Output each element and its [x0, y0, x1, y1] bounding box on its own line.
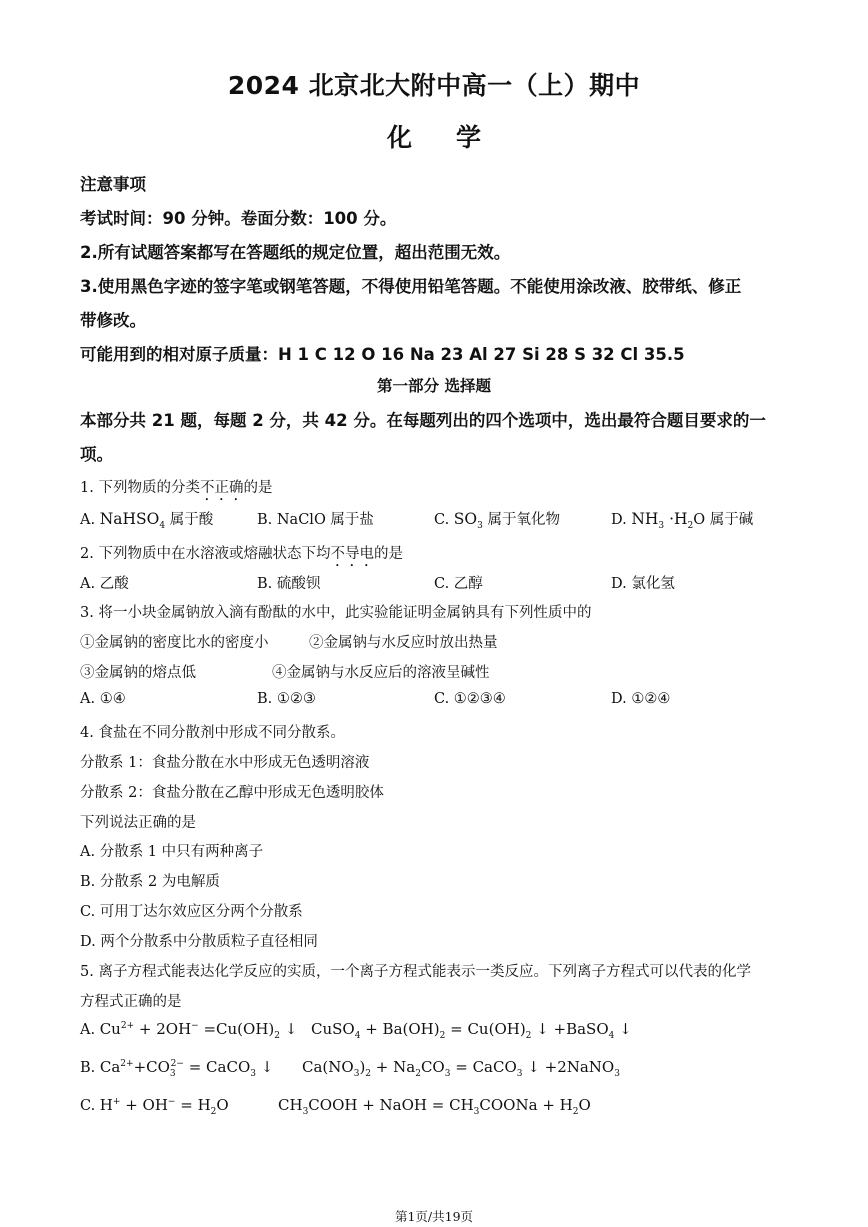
- q3-option-d[interactable]: D. ①②④: [611, 691, 671, 707]
- notice-item-2: 2.所有试题答案都写在答题纸的规定位置，超出范围无效。: [80, 243, 511, 262]
- q5-option-b[interactable]: B. $Ca^{2+}+CO_3^{2-}$ = CaCO$_3$ ↓ $Ca(NO_3)_2 + Na_2CO_3$ = CaCO$_3$ ↓ +2NaNO$_3$: [80, 1058, 620, 1079]
- notice-heading: 注意事项: [80, 175, 146, 194]
- q5-option-a-equation: CuSO$_4$ + $Ba(OH)_2 = Cu(OH)_2$ ↓ +BaSO$_4$ ↓: [311, 1020, 632, 1041]
- part1-intro-line-1: 本部分共 21 题，每题 2 分，共 42 分。在每题列出的四个选项中，选出最符合题目要求的一: [80, 411, 766, 430]
- notice-item-3-line-1: 3.使用黑色字迹的签字笔或钢笔答题，不得使用铅笔答题。不能使用涂改液、胶带纸、修正: [80, 277, 742, 296]
- q1-emphasis: 不正确: [199, 480, 244, 496]
- q3-statement-1: ①金属钠的密度比水的密度小: [80, 635, 269, 651]
- q1-options: [80, 508, 790, 532]
- q1-option-a[interactable]: A. NaHSO$_4$ 属于酸: [80, 510, 214, 532]
- q5-stem-line-1: 5. 离子方程式能表达化学反应的实质，一个离子方程式能表示一类反应。下列离子方程式可以代表的化学: [80, 964, 751, 980]
- q3-option-a[interactable]: A. ①④: [80, 691, 126, 707]
- q2-option-d[interactable]: D. 氯化氢: [611, 576, 675, 592]
- q4-stem: 4. 食盐在不同分散剂中形成不同分散系。: [80, 725, 345, 741]
- q1-option-c[interactable]: C. $SO_3$ 属于氧化物: [434, 510, 560, 532]
- q3-statement-4: ④金属钠与水反应后的溶液呈碱性: [272, 665, 490, 681]
- q1-stem: 1. 下列物质的分类不正确的是: [80, 480, 273, 496]
- q3-option-b[interactable]: B. ①②③: [257, 691, 316, 707]
- q3-option-c[interactable]: C. ①②③④: [434, 691, 506, 707]
- q3-options: [80, 691, 790, 715]
- q4-system-2: 分散系 2：食盐分散在乙醇中形成无色透明胶体: [80, 785, 384, 801]
- q3-statements-row-2: [80, 661, 790, 685]
- q5-option-c[interactable]: C. $H^+ + OH^- = H_2O$ $CH_3COOH$ + NaOH = $CH_3COONa + H_2O$: [80, 1096, 591, 1117]
- q5-option-b-equation: $Ca(NO_3)_2 + Na_2CO_3$ = CaCO$_3$ ↓ +2NaNO$_3$: [302, 1058, 620, 1079]
- q4-option-d[interactable]: D. 两个分散系中分散质粒子直径相同: [80, 934, 318, 950]
- q1-option-d[interactable]: D. $NH_3 \cdot H_2O$ 属于碱: [611, 510, 754, 532]
- q3-statement-2: ②金属钠与水反应时放出热量: [309, 635, 498, 651]
- q2-option-b[interactable]: B. 硫酸钡: [257, 576, 321, 592]
- part1-heading: 第一部分 选择题: [377, 377, 491, 395]
- q3-statement-3: ③金属钠的熔点低: [80, 665, 196, 681]
- notice-item-3-line-2: 带修改。: [80, 311, 146, 330]
- q5-option-c-equation: $CH_3COOH$ + NaOH = $CH_3COONa + H_2O$: [278, 1096, 591, 1117]
- q2-emphasis: 不导电: [330, 546, 374, 562]
- page-number: 第1页/共19页: [394, 1209, 474, 1224]
- q4-option-b[interactable]: B. 分散系 2 为电解质: [80, 874, 220, 890]
- q5-option-a[interactable]: A. $Cu^{2+} + 2OH^- =Cu(OH)_2$ ↓ CuSO$_4$ + $Ba(OH)_2 = Cu(OH)_2$ ↓ +BaSO$_4$ ↓: [80, 1020, 632, 1041]
- q1-option-b[interactable]: B. NaClO 属于盐: [257, 512, 374, 528]
- part1-intro-line-2: 项。: [80, 445, 113, 464]
- notice-item-1: 考试时间：90 分钟。卷面分数：100 分。: [80, 209, 397, 228]
- q2-option-c[interactable]: C. 乙醇: [434, 576, 483, 592]
- q2-stem: 2. 下列物质中在水溶液或熔融状态下均不导电的是: [80, 546, 403, 562]
- q4-system-1: 分散系 1：食盐分散在水中形成无色透明溶液: [80, 755, 370, 771]
- q3-statements-row-1: [80, 631, 790, 655]
- q2-option-a[interactable]: A. 乙酸: [80, 576, 129, 592]
- atomic-masses: 可能用到的相对原子质量：H 1 C 12 O 16 Na 23 Al 27 Si 28 S 32 Cl 35.5: [80, 345, 685, 364]
- q4-option-c[interactable]: C. 可用丁达尔效应区分两个分散系: [80, 904, 303, 920]
- q3-stem: 3. 将一小块金属钠放入滴有酚酞的水中，此实验能证明金属钠具有下列性质中的: [80, 605, 592, 621]
- q4-option-a[interactable]: A. 分散系 1 中只有两种离子: [80, 844, 264, 860]
- q2-options: [80, 572, 790, 596]
- q4-question: 下列说法正确的是: [80, 815, 196, 831]
- exam-title: 2024 北京北大附中高一（上）期中: [227, 71, 641, 100]
- q5-stem-line-2: 方程式正确的是: [80, 994, 182, 1010]
- subject-title: 化学: [386, 123, 525, 152]
